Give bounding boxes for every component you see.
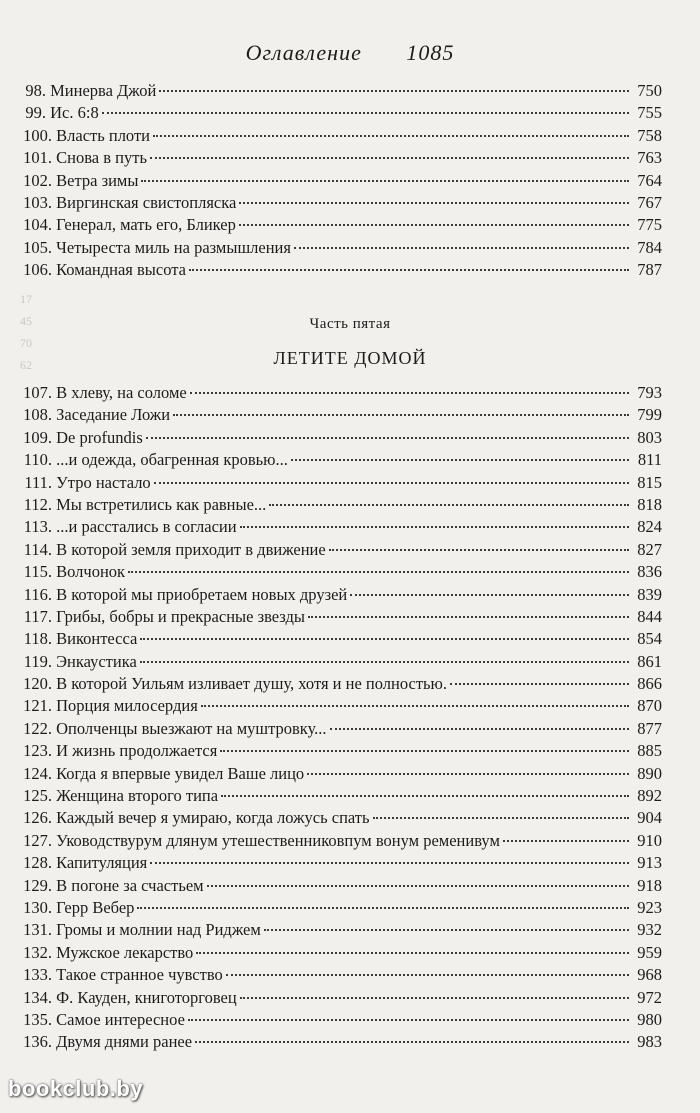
toc-entry [22,651,662,673]
toc-entry [22,897,662,919]
toc-entry-number: 134. [23,987,52,1007]
toc-entry-number: 115. [23,562,52,582]
toc-entry-number: 105. [23,237,52,257]
toc-entry-page: 854 [637,629,662,649]
toc-entry-number: 110. [23,450,52,470]
toc-entry-page: 913 [637,853,662,873]
toc-entry-number: 130. [23,897,52,917]
toc-entry [22,382,662,404]
dot-leader [264,928,629,931]
toc-entry-page: 803 [637,427,662,447]
toc-entry-title: В погоне за счастьем [56,875,204,895]
dot-leader [153,134,629,137]
toc-entry-title: De profundis [56,427,143,447]
dot-leader [239,201,629,204]
toc-entry-page: 959 [637,942,662,962]
toc-entry-number: 100. [23,125,52,145]
toc-entry [22,237,662,259]
toc-entry-title: Порция милосердия [56,696,198,716]
dot-leader [450,682,629,685]
dot-leader [240,996,629,999]
toc-entry-page: 839 [637,584,662,604]
toc-entry-number: 124. [23,763,52,783]
toc-entry-page: 904 [637,808,662,828]
toc-entry-number: 102. [23,170,52,190]
toc-entry [22,919,662,941]
toc-entry-page: 815 [637,472,662,492]
toc-entry [22,170,662,192]
toc-entry-page: 918 [637,875,662,895]
toc-entry [22,1031,662,1053]
toc-entry-page: 758 [637,125,662,145]
dot-leader [128,570,629,573]
toc-entry-number: 109. [23,427,52,447]
toc-entry-title: Утро настало [56,472,151,492]
toc-entry-title: Ополченцы выезжают на муштровку... [56,718,327,738]
watermark-logo: bookclub.by [8,1076,144,1101]
toc-entry-number: 126. [23,808,52,828]
toc-entry-title: Капитуляция [56,853,148,873]
dot-leader [140,660,629,663]
toc-entry-number: 111. [24,472,52,492]
running-head-title: Оглавление [245,40,362,65]
toc-entry-number: 135. [23,1009,52,1029]
toc-entry-title: ...и расстались в согласии [56,517,237,537]
dot-leader [150,156,629,159]
toc-entry-number: 107. [23,383,52,402]
toc-entry [22,987,662,1009]
toc-entry-page: 836 [637,562,662,582]
bleed-through-text: 17 [20,292,32,306]
toc-entry-page: 983 [637,1032,662,1052]
toc-entry-number: 131. [23,920,52,940]
toc-entry [22,807,662,829]
toc-entry-title: Такое странное чувство [56,965,223,985]
toc-entry-number: 121. [23,696,52,716]
toc-entry-title: Громы и молнии над Риджем [56,920,261,940]
dot-leader [141,179,629,182]
toc-entry-page: 755 [637,103,662,123]
dot-leader [221,794,629,797]
toc-entry-title: Ветра зимы [56,170,139,190]
toc-entry-page: 923 [637,897,662,917]
toc-entry-number: 122. [23,718,52,738]
toc-entry [22,830,662,852]
toc-entry [22,259,662,281]
toc-entry-number: 103. [23,192,52,212]
toc-entry-number: 125. [23,786,52,806]
toc-entry-page: 784 [637,237,662,257]
toc-entry-page: 811 [637,450,662,470]
toc-entry-title: Ф. Кауден, книготорговец [56,987,237,1007]
toc-entry-title: Генерал, мать его, Бликер [56,215,236,235]
toc-entry-number: 101. [23,148,52,168]
dot-leader [207,884,629,887]
toc-entry-page: 972 [637,987,662,1007]
toc-entry-number: 99. [25,103,46,123]
toc-entry-title: В хлеву, на соломе [56,383,187,402]
toc-entry [22,449,662,471]
toc-entry-number: 132. [23,942,52,962]
toc-entry-title: Энкаустика [56,651,137,671]
dot-leader [196,951,629,954]
dot-leader [350,593,629,596]
dot-leader [239,223,629,226]
part-title: ЛЕТИТЕ ДОМОЙ [273,348,427,368]
toc-entry-number: 114. [23,539,52,559]
dot-leader [150,861,629,864]
toc-entry-number: 113. [23,517,52,537]
toc-entry-title: Когда я впервые увидел Ваше лицо [56,763,305,783]
dot-leader [240,525,629,528]
toc-entry-page: 877 [637,718,662,738]
toc-entry-page: 885 [637,741,662,761]
toc-entry-page: 764 [637,170,662,190]
dot-leader [503,839,629,842]
dot-leader [173,413,629,416]
toc-entry [22,494,662,516]
toc-entry-number: 128. [23,853,52,873]
dot-leader [373,816,629,819]
bleed-through-text: 70 [20,336,32,350]
toc-entry-page: 892 [637,786,662,806]
toc-entry [22,695,662,717]
toc-entry [22,584,662,606]
toc-entry-number: 129. [23,875,52,895]
toc-entry [22,125,662,147]
toc-entry [22,214,662,236]
toc-entry-title: Командная высота [56,260,186,280]
toc-entry-title: Грибы, бобры и прекрасные звезды [56,606,306,626]
dot-leader [291,458,629,461]
toc-entry-page: 793 [637,383,662,402]
toc-entry-title: Двумя днями ранее [56,1032,193,1052]
toc-entry [22,763,662,785]
dot-leader [294,246,629,249]
toc-entry-title: Заседание Ложи [56,405,171,425]
toc-entry-page: 827 [637,539,662,559]
dot-leader [226,973,629,976]
toc-entry-number: 136. [23,1032,52,1052]
toc-entry [22,404,662,426]
dot-leader [154,481,629,484]
toc-entry [22,942,662,964]
toc-entry-page: 799 [637,405,662,425]
toc-entry [22,472,662,494]
toc-entry-title: ...и одежда, обагренная кровью... [56,450,288,470]
toc-entry-title: В которой земля приходит в движение [56,539,326,559]
toc-entry-title: Уководствурум длянум утешественниковпум вонум ременивум [56,830,500,850]
toc-entry-number: 133. [23,965,52,985]
dot-leader [269,503,629,506]
toc-entry-number: 120. [23,674,52,694]
dot-leader [329,548,629,551]
toc-entry [22,1009,662,1031]
toc-entry [22,673,662,695]
toc-entry-number: 127. [23,830,52,850]
dot-leader [137,906,629,909]
toc-entry-page: 767 [637,192,662,212]
dot-leader [188,1018,629,1021]
toc-entry-title: Виконтесса [56,629,138,649]
toc-entry [22,606,662,628]
toc-entry-page: 818 [637,494,662,514]
toc-entry-page: 870 [637,696,662,716]
toc-entry-number: 104. [23,215,52,235]
toc-entry-number: 106. [23,260,52,280]
toc-entry-title: Герр Вебер [56,897,135,917]
toc-entry-page: 750 [637,81,662,100]
toc-entry-title: Власть плоти [56,125,151,145]
toc-entry [22,628,662,650]
dot-leader [195,1040,629,1043]
toc-entry [22,964,662,986]
toc-entry-title: Мы встретились как равные... [56,494,267,514]
toc-entry [22,102,662,124]
toc-entry [22,192,662,214]
dot-leader [102,111,629,114]
toc-entry-page: 980 [637,1009,662,1029]
toc-entry-page: 763 [637,148,662,168]
dot-leader [189,268,629,271]
toc-entry-page: 775 [637,215,662,235]
toc-entry-page: 866 [637,674,662,694]
toc-entry-number: 112. [23,494,52,514]
toc-entry-title: Минерва Джой [50,81,157,100]
toc-entry-page: 910 [637,830,662,850]
toc-entry-page: 861 [637,651,662,671]
toc-entry-title: Четыреста миль на размышления [56,237,291,257]
toc-entry [22,516,662,538]
toc-entry-title: В которой Уильям изливает душу, хотя и не полностью. [56,674,448,694]
toc-entry-title: Мужское лекарство [56,942,194,962]
dot-leader [220,749,629,752]
dot-leader [159,89,629,92]
page-number: 1085 [406,40,455,65]
toc-entry-title: Ис. 6:8 [50,103,99,123]
toc-entry [22,785,662,807]
toc-entry-number: 118. [23,629,52,649]
toc-entry-page: 787 [637,260,662,280]
toc-entry-page: 890 [637,763,662,783]
toc-entry [22,427,662,449]
toc-entry-number: 98. [25,81,46,100]
dot-leader [140,637,629,640]
toc-entry-page: 968 [637,965,662,985]
toc-entry [22,875,662,897]
dot-leader [190,391,629,394]
toc-entry [22,740,662,762]
toc-entry-number: 108. [23,405,52,425]
toc-entry-title: Каждый вечер я умираю, когда ложусь спать [56,808,370,828]
toc-entry-title: Снова в путь [56,148,147,168]
part-label: Часть пятая [309,316,391,332]
toc-entry-title: Женщина второго типа [56,786,219,806]
toc-entry [22,561,662,583]
dot-leader [308,615,629,618]
dot-leader [307,772,629,775]
toc-entry [22,80,662,102]
toc-entry-page: 824 [637,517,662,537]
dot-leader [330,727,629,730]
toc-entry-page: 932 [637,920,662,940]
toc-list-part-four-end [22,80,662,282]
toc-entry-title: В которой мы приобретаем новых друзей [56,584,348,604]
dot-leader [201,704,629,707]
toc-entry [22,852,662,874]
bleed-through-text: 62 [20,358,32,372]
toc-entry-number: 116. [23,584,52,604]
toc-entry-number: 117. [23,606,52,626]
bleed-through-text: 45 [20,314,32,328]
toc-entry-title: Самое интересное [56,1009,185,1029]
toc-entry-page: 844 [637,606,662,626]
toc-entry [22,539,662,561]
running-head [0,40,700,66]
toc-entry-title: Волчонок [56,562,126,582]
toc-entry-title: Виргинская свистопляска [56,192,237,212]
toc-list-part-five [22,382,662,1054]
dot-leader [146,436,629,439]
toc-entry-number: 123. [23,741,52,761]
toc-entry [22,147,662,169]
toc-entry-title: И жизнь продолжается [56,741,218,761]
toc-entry [22,718,662,740]
toc-entry-number: 119. [23,651,52,671]
